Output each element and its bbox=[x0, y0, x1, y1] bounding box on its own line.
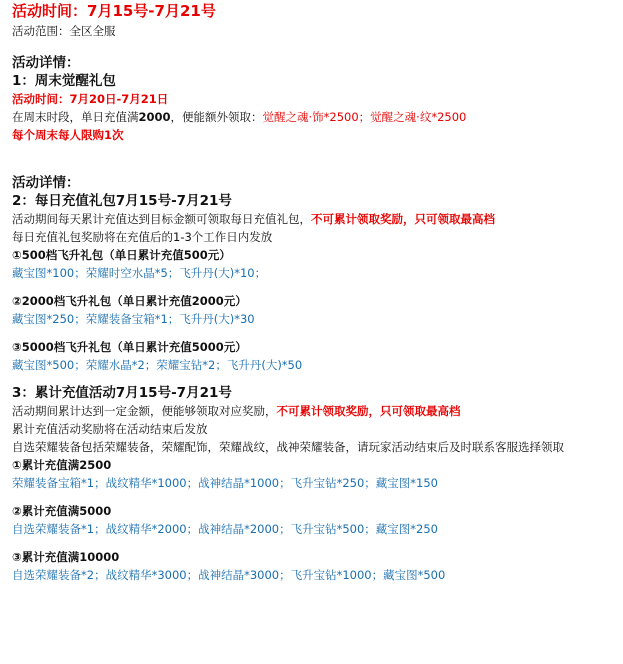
section1-limit: 每个周末每人限购1次 bbox=[12, 128, 124, 142]
section3-tier2-rewards: 自选荣耀装备*1；战纹精华*2000；战神结晶*2000；飞升宝钻*500；藏宝图*250 bbox=[12, 522, 438, 536]
section3-tier3-name: ③累计充值满10000 bbox=[12, 550, 120, 564]
section2-tier1-name: ①500档飞升礼包（单日累计充值500元） bbox=[12, 248, 231, 262]
section3-desc1-prefix: 活动期间累计达到一定金额，便能够领取对应奖励， bbox=[12, 404, 277, 418]
section1-desc-prefix: 在周末时段，单日充值满 bbox=[12, 110, 139, 124]
activity-time-title: 活动时间：7月15号-7月21号 bbox=[12, 2, 216, 20]
section3-desc1 bbox=[12, 402, 623, 420]
section1-desc-amount: 2000 bbox=[138, 110, 171, 124]
section1-desc-rewards: 觉醒之魂·饰*2500；觉醒之魂·纹*2500 bbox=[262, 110, 467, 124]
section3-desc1-warning: 不可累计领取奖励，只可领取最高档 bbox=[276, 404, 461, 418]
section1-heading: 活动详情： bbox=[12, 55, 80, 71]
section3-tier1-rewards: 荣耀装备宝箱*1；战纹精华*1000；战神结晶*1000；飞升宝钻*250；藏宝图*150 bbox=[12, 476, 438, 490]
section1-desc-mid: ，便能额外领取： bbox=[170, 110, 263, 124]
activity-scope: 活动范围：全区全服 bbox=[12, 24, 116, 38]
section2-tier2-name: ②2000档飞升礼包（单日累计充值2000元） bbox=[12, 294, 247, 308]
section1-title: 1：周末觉醒礼包 bbox=[12, 73, 116, 89]
section3-desc3: 自选荣耀装备包括荣耀装备，荣耀配饰，荣耀战纹，战神荣耀装备，请玩家活动结束后及时联系客服选择领取 bbox=[12, 440, 564, 454]
section3-title: 3：累计充值活动7月15号-7月21号 bbox=[12, 385, 232, 401]
section3-desc2: 累计充值活动奖励将在活动结束后发放 bbox=[12, 422, 208, 436]
section2-tier3-rewards: 藏宝图*500；荣耀水晶*2；荣耀宝钻*2；飞升丹(大)*50 bbox=[12, 358, 303, 372]
section3-tier3-rewards: 自选荣耀装备*2；战纹精华*3000；战神结晶*3000；飞升宝钻*1000；藏宝图*500 bbox=[12, 568, 446, 582]
section2-desc1 bbox=[12, 210, 623, 228]
section1-desc bbox=[12, 108, 623, 126]
section3-tier1-name: ①累计充值满2500 bbox=[12, 458, 112, 472]
section2-tier3-name: ③5000档飞升礼包（单日累计充值5000元） bbox=[12, 340, 247, 354]
section2-title: 2：每日充值礼包7月15号-7月21号 bbox=[12, 193, 232, 209]
section2-heading: 活动详情： bbox=[12, 175, 80, 191]
section2-desc1-warning: 不可累计领取奖励，只可领取最高档 bbox=[311, 212, 495, 226]
section3-tier2-name: ②累计充值满5000 bbox=[12, 504, 112, 518]
section2-tier2-rewards: 藏宝图*250；荣耀装备宝箱*1；飞升丹(大)*30 bbox=[12, 312, 255, 326]
section1-time: 活动时间：7月20日-7月21日 bbox=[12, 92, 169, 106]
section2-desc1-prefix: 活动期间每天累计充值达到目标金额可领取每日充值礼包， bbox=[12, 212, 311, 226]
section2-tier1-rewards: 藏宝图*100；荣耀时空水晶*5；飞升丹(大)*10； bbox=[12, 266, 267, 280]
section2-desc2: 每日充值礼包奖励将在充值后的1-3个工作日内发放 bbox=[12, 230, 273, 244]
